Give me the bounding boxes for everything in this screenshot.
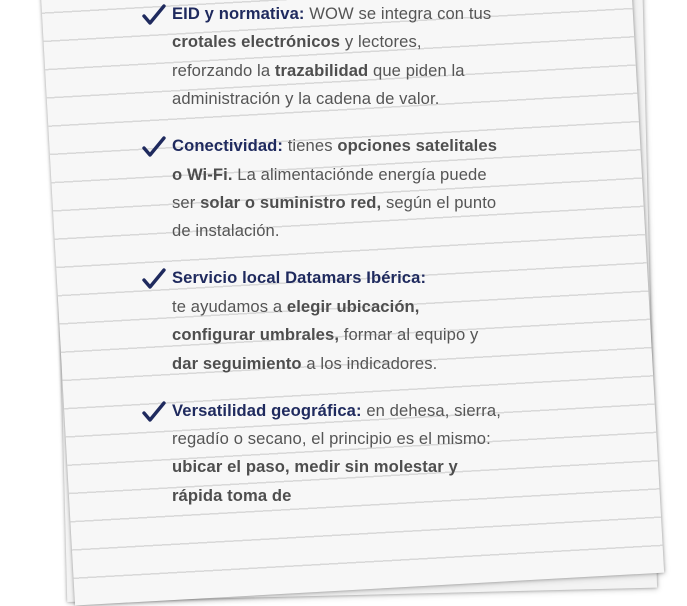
- item-highlight: dar seguimiento: [172, 353, 302, 373]
- checkmark-icon: [142, 401, 166, 423]
- list-item-versatilidad: [142, 397, 502, 511]
- item-text: te ayudamos a: [172, 296, 287, 316]
- item-text: y lectores, reforzando la: [172, 32, 422, 80]
- item-text: WOW se integra con tus: [304, 4, 492, 23]
- checkmark-icon: [142, 268, 166, 290]
- item-text: en dehesa, sierra, regadío o secano, el principio es el mismo:: [172, 400, 501, 449]
- item-text: formar al equipo y: [339, 325, 479, 345]
- list-item-servicio-local: [142, 264, 502, 378]
- item-title: EID y normativa:: [172, 4, 305, 23]
- item-text: a los indicadores.: [301, 353, 438, 373]
- checkmark-icon: [142, 4, 166, 26]
- item-highlight: crotales electrónicos: [172, 32, 341, 52]
- item-title: Servicio local Datamars Ibérica:: [172, 268, 427, 288]
- feature-list: [142, 0, 502, 529]
- checkmark-icon: [142, 136, 166, 158]
- list-item-eid: [142, 0, 502, 114]
- item-highlight: opciones satelitales o Wi-Fi.: [172, 136, 498, 184]
- item-title: Versatilidad geográfica:: [172, 400, 362, 420]
- item-highlight: elegir ubicación, configurar umbrales,: [172, 296, 420, 345]
- item-highlight: trazabilidad: [274, 60, 369, 80]
- item-text: tienes: [283, 136, 338, 156]
- item-highlight: ubicar el paso, medir sin molestar y rápida toma de: [172, 457, 458, 505]
- item-highlight: solar o suministro red,: [200, 193, 382, 213]
- list-item-conectividad: [142, 132, 502, 246]
- item-text: según el punto de instalación.: [172, 193, 497, 241]
- item-text: La alimentaciónde energía puede ser: [172, 164, 487, 213]
- item-text: que piden la administración y la cadena de valor.: [172, 60, 465, 109]
- item-title: Conectividad:: [172, 136, 284, 156]
